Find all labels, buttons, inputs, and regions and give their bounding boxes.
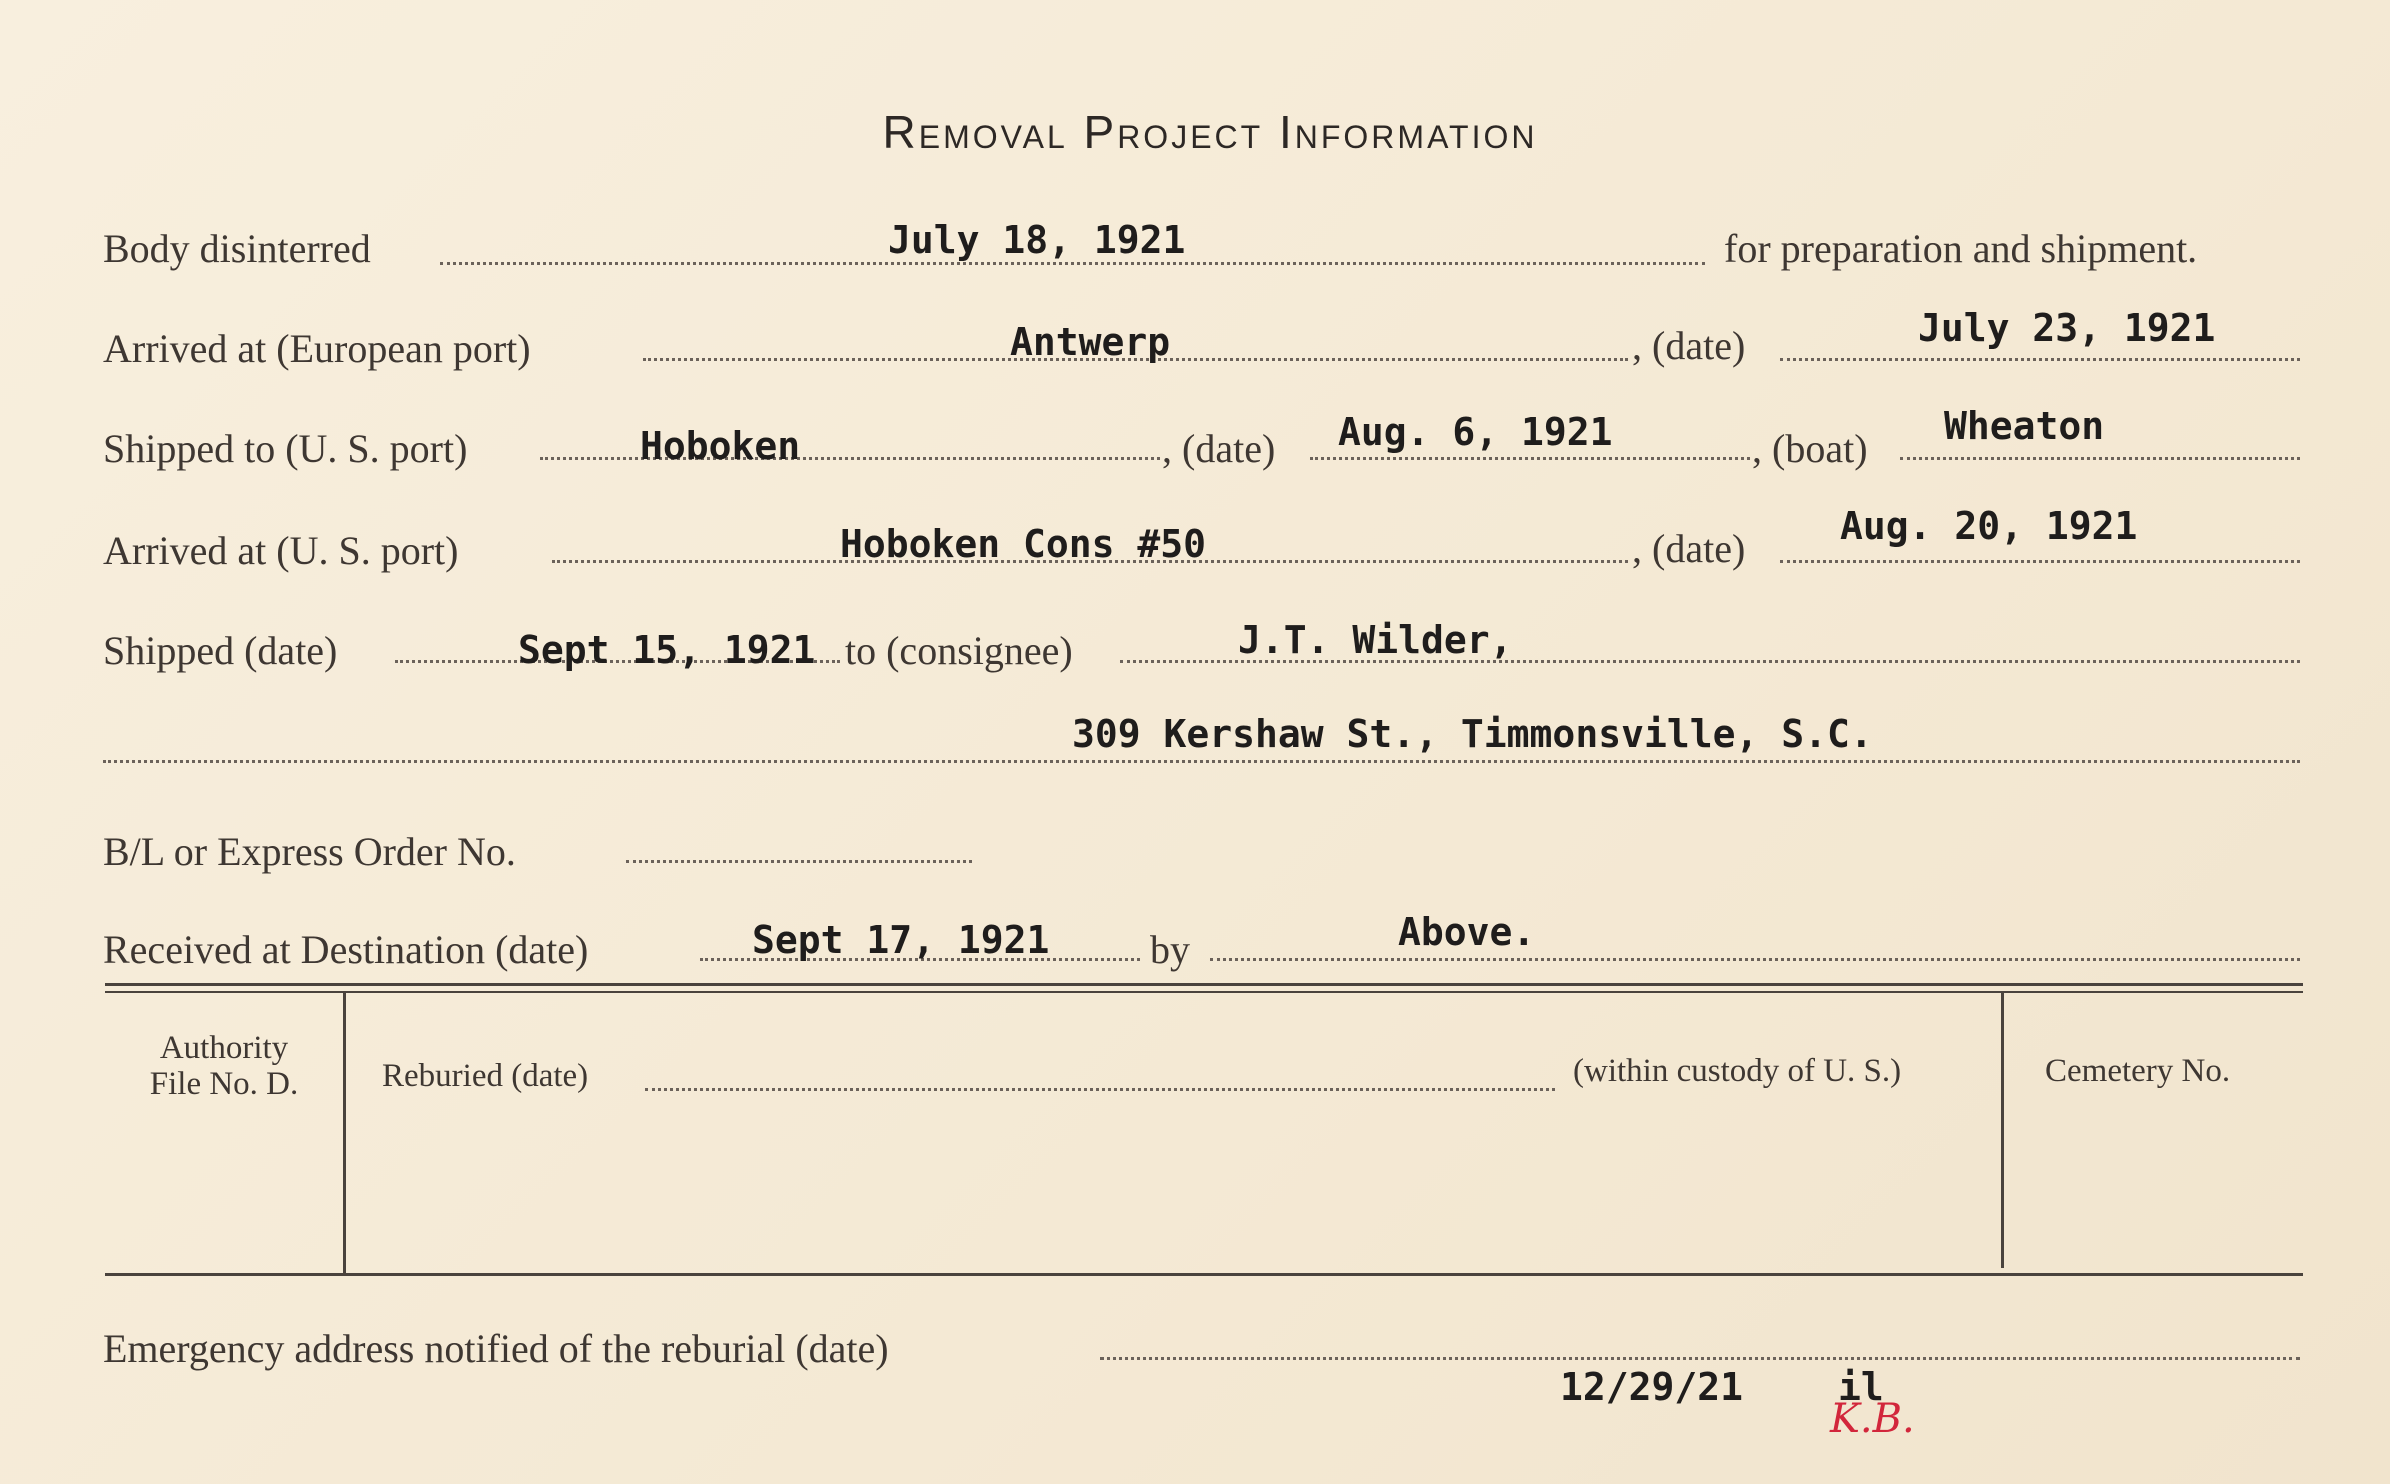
arrived-european-value: Antwerp — [1010, 320, 1171, 364]
arrived-us-label: Arrived at (U. S. port) — [103, 528, 459, 573]
shipped-date-label: Shipped (date) — [103, 628, 338, 673]
body-disinterred-suffix: for preparation and shipment. — [1724, 226, 2198, 271]
box-divider-right — [2001, 993, 2004, 1268]
authority-label — [105, 1030, 343, 1102]
arrived-european-date-label: , (date) — [1632, 323, 1746, 368]
consignee-value: J.T. Wilder, — [1238, 618, 1513, 662]
box-bottom-rule — [105, 1273, 2303, 1276]
body-disinterred-line — [440, 262, 1705, 265]
emergency-line — [1100, 1357, 2300, 1360]
boat-label: , (boat) — [1752, 426, 1868, 471]
arrived-us-date-line — [1780, 560, 2300, 563]
boat-line — [1900, 457, 2300, 460]
emergency-label: Emergency address notified of the reburial (date) — [103, 1326, 889, 1371]
emergency-typed-date: 12/29/21 — [1560, 1365, 1744, 1409]
reburied-line — [645, 1088, 1555, 1091]
card-title: Removal Project Information — [882, 106, 1538, 158]
shipped-date-value: Sept 15, 1921 — [518, 628, 816, 672]
emergency-initials: il — [1838, 1365, 1884, 1409]
shipped-to-line — [540, 457, 1160, 460]
arrived-european-date-line — [1780, 358, 2300, 361]
arrived-us-date-label: , (date) — [1632, 526, 1746, 571]
by-line — [1210, 958, 2300, 961]
bl-label: B/L or Express Order No. — [103, 829, 516, 874]
arrived-us-value: Hoboken Cons #50 — [840, 522, 1207, 566]
by-label: by — [1150, 927, 1190, 972]
arrived-us-date: Aug. 20, 1921 — [1840, 504, 2138, 548]
custody-label: (within custody of U. S.) — [1573, 1053, 1902, 1089]
arrived-european-date: July 23, 1921 — [1918, 306, 2216, 350]
shipped-to-date: Aug. 6, 1921 — [1338, 410, 1613, 454]
shipped-to-value: Hoboken — [640, 424, 801, 468]
arrived-european-label: Arrived at (European port) — [103, 326, 531, 371]
body-disinterred-label: Body disinterred — [103, 226, 371, 271]
authority-line2: File No. D. — [149, 1066, 299, 1102]
consignee-address: 309 Kershaw St., Timmonsville, S.C. — [1072, 712, 1873, 756]
reburied-label: Reburied (date) — [382, 1058, 589, 1094]
received-value: Sept 17, 1921 — [752, 918, 1050, 962]
box-divider-left — [343, 993, 346, 1275]
shipped-to-date-label: , (date) — [1162, 426, 1276, 471]
body-disinterred-value: July 18, 1921 — [888, 218, 1186, 262]
box-top-rule-2 — [105, 991, 2303, 993]
authority-line1: Authority — [159, 1030, 289, 1066]
cemetery-label: Cemetery No. — [2045, 1053, 2231, 1089]
shipped-to-date-line — [1310, 457, 1750, 460]
by-value: Above. — [1398, 910, 1536, 954]
shipped-to-label: Shipped to (U. S. port) — [103, 426, 468, 471]
handwritten-initials: K.B. — [1830, 1396, 1915, 1442]
consignee-label: to (consignee) — [845, 628, 1073, 673]
box-top-rule — [105, 983, 2303, 986]
boat-value: Wheaton — [1944, 404, 2105, 448]
received-label: Received at Destination (date) — [103, 927, 589, 972]
consignee-address-line — [103, 760, 2300, 763]
bl-line — [626, 860, 972, 863]
